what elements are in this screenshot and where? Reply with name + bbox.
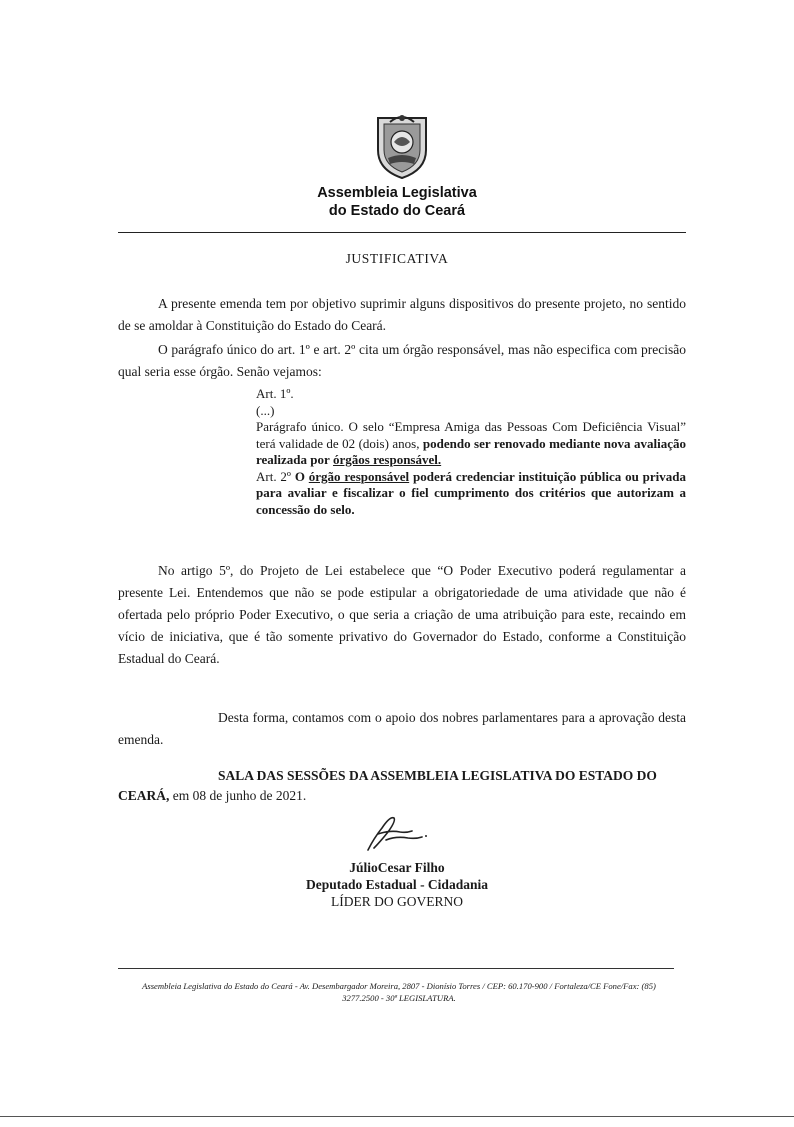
quote-art2-bold-b: poderá credenciar instituição pública ou privada para avaliar e fiscalizar o fiel cumprimento dos critérios que autorizam a concessão do selo. <box>256 468 686 517</box>
quote-art2-underlined: órgão responsável <box>308 468 410 484</box>
quote-paragraph-underlined: órgãos responsável. <box>333 452 442 467</box>
footer-line1: Assembleia Legislativa do Estado do Ceará - Av. Desembargador Moreira, 2807 - Dionísio Torres / CEP: 60.170-900 / Fortaleza/CE Fone/Fax: (85) <box>142 981 656 991</box>
footer-divider <box>118 968 674 969</box>
quote-paragraph-plain: Parágrafo único. O selo “Empresa Amiga das Pessoas Com Deficiência Visual” terá validade de 02 (dois) anos, <box>256 419 686 451</box>
footer-address <box>112 980 686 1004</box>
paragraph-conclusion: Desta forma, contamos com o apoio dos nobres parlamentares para a aprovação desta emenda. <box>118 710 686 747</box>
page-bottom-edge <box>0 1116 794 1117</box>
institution-name: Assembleia Legislativa <box>317 185 477 201</box>
quote-paragraph-bold: podendo ser renovado mediante nova avaliação realizada por <box>256 435 686 467</box>
paragraph-organ: O parágrafo único do art. 1º e art. 2º cita um órgão responsável, mas não especifica com precisão qual seria esse órgão. Senão vejamos: <box>118 342 686 379</box>
quote-paragraph <box>256 419 686 469</box>
header-divider <box>118 232 686 233</box>
quote-art2 <box>256 469 686 519</box>
quote-ellipsis: (...) <box>256 402 275 418</box>
paragraph-intro: A presente emenda tem por objetivo suprimir alguns dispositivos do presente projeto, no sentido de se amoldar à Constituição do Estado do Ceará. <box>118 296 686 333</box>
quote-art2-plain: Art. 2º <box>256 468 291 484</box>
signer-title: LÍDER DO GOVERNO <box>331 894 463 909</box>
closing-date: em 08 de junho de 2021. <box>172 788 307 803</box>
state-coat-of-arms-icon <box>370 112 434 180</box>
document-title: JUSTIFICATIVA <box>345 251 449 266</box>
closing-caps: SALA DAS SESSÕES DA ASSEMBLEIA LEGISLATIVA DO ESTADO DO CEARÁ, <box>118 768 657 803</box>
quote-art2-bold-a: O <box>294 468 305 484</box>
law-quote <box>256 386 686 518</box>
paragraph-article5: No artigo 5º, do Projeto de Lei estabelece que “O Poder Executivo poderá regulamentar a presente Lei. Entendemos que não se pode estipular a obrigatoriedade de uma atividade que não é ofertada pelo próprio Poder Executivo, o que seria a criação de uma atribuição para este, recaindo em vício de iniciativa, que é tão somente privativo do Governador do Estado, conforme a Constituição Estadual do Ceará. <box>118 563 686 666</box>
closing-statement <box>118 766 686 806</box>
institution-subtitle: do Estado do Ceará <box>328 203 466 219</box>
signer-role: Deputado Estadual - Cidadania <box>306 877 488 892</box>
quote-art1: Art. 1º. <box>256 386 294 401</box>
footer-line2: 3277.2500 - 30ª LEGISLATURA. <box>342 993 456 1003</box>
signer-name: JúlioCesar Filho <box>349 860 445 875</box>
handwritten-signature <box>360 812 430 854</box>
